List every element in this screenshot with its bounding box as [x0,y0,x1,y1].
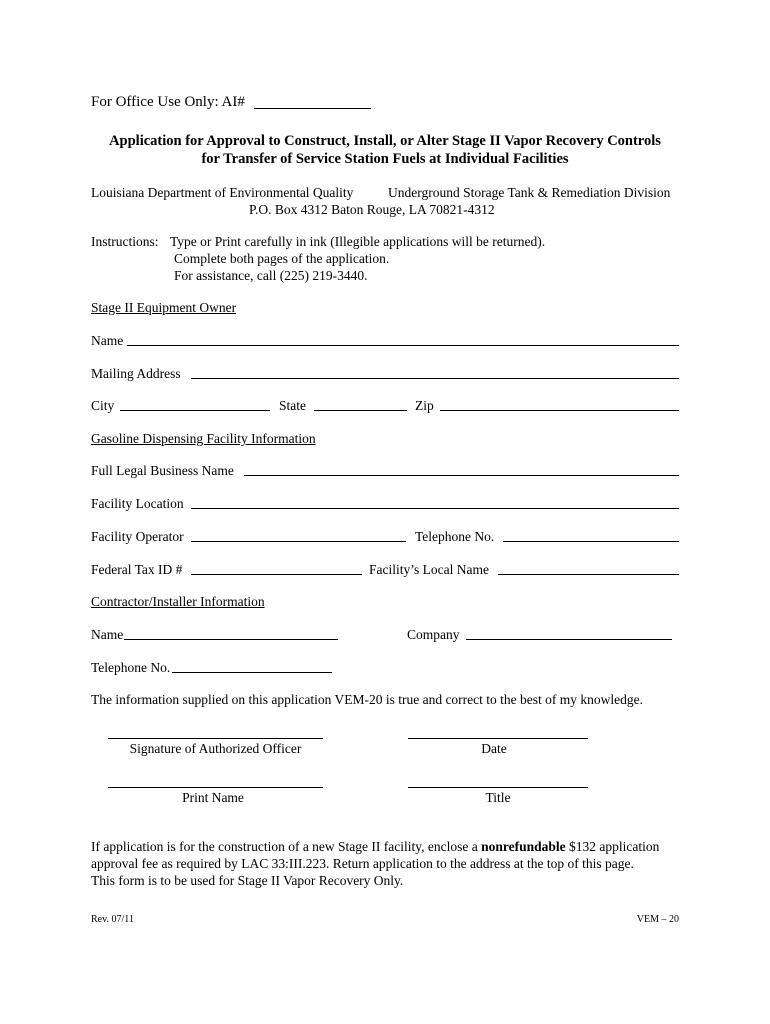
mailing-address-label: Mailing Address [91,366,181,381]
title-field[interactable] [408,787,588,788]
legal-business-name-field[interactable] [244,475,679,476]
company-label: Company [407,627,460,642]
contractor-section-heading: Contractor/Installer Information [91,594,265,609]
zip-field[interactable] [440,410,679,411]
nonrefundable-emphasis: nonrefundable [481,839,566,854]
division-name: Underground Storage Tank & Remediation Division [388,185,671,200]
fee-notice-line-3: This form is to be used for Stage II Vapor Recovery Only. [91,873,404,888]
print-name-field[interactable] [108,787,323,788]
instructions-line-3: For assistance, call (225) 219-3440. [174,268,368,283]
owner-section-heading: Stage II Equipment Owner [91,300,237,315]
date-field[interactable] [408,738,588,739]
date-label: Date [481,741,507,756]
contractor-telephone-field[interactable] [172,672,332,673]
title-label: Title [485,790,511,805]
print-name-label: Print Name [182,790,244,805]
contractor-telephone-label: Telephone No. [91,660,171,675]
federal-tax-id-label: Federal Tax ID # [91,562,183,577]
instructions-line-2: Complete both pages of the application. [174,251,390,266]
revision-label: Rev. 07/11 [91,914,134,925]
fee-notice-text-a: If application is for the construction of a new Stage II facility, enclose a [91,839,482,854]
form-title-line-2: for Transfer of Service Station Fuels at Individual Facilities [201,151,569,167]
officer-signature-field[interactable] [108,738,323,739]
state-field[interactable] [314,410,407,411]
facility-telephone-label: Telephone No. [415,529,495,544]
federal-tax-id-field[interactable] [191,574,362,575]
zip-label: Zip [415,398,434,413]
instructions-line-1: Type or Print carefully in ink (Illegible applications will be returned). [170,234,546,249]
company-field[interactable] [466,639,672,640]
fee-notice-text-b: $132 application [565,839,660,854]
mailing-address-field[interactable] [191,378,679,379]
instructions-label: Instructions: [91,234,159,249]
department-name: Louisiana Department of Environmental Quality [91,185,354,200]
facility-telephone-field[interactable] [503,541,679,542]
city-field[interactable] [120,410,270,411]
state-label: State [279,398,306,413]
city-label: City [91,398,115,413]
contractor-name-field[interactable] [124,639,338,640]
facility-operator-field[interactable] [191,541,406,542]
legal-business-name-label: Full Legal Business Name [91,463,234,478]
form-title-line-1: Application for Approval to Construct, Install, or Alter Stage II Vapor Recovery Controls [109,133,661,149]
fee-notice-line-2: approval fee as required by LAC 33:III.223. Return application to the address at the top of this page. [91,856,634,871]
officer-signature-label: Signature of Authorized Officer [129,741,302,756]
contractor-name-label: Name [91,627,124,642]
office-use-label: For Office Use Only: AI# [91,94,245,110]
agency-address: P.O. Box 4312 Baton Rouge, LA 70821-4312 [249,202,495,217]
facility-local-name-field[interactable] [498,574,679,575]
owner-name-field[interactable] [127,345,679,346]
facility-location-field[interactable] [191,508,679,509]
owner-name-label: Name [91,333,124,348]
certification-statement: The information supplied on this application VEM-20 is true and correct to the best of my knowledge. [91,692,644,707]
facility-section-heading: Gasoline Dispensing Facility Information [91,431,316,446]
facility-operator-label: Facility Operator [91,529,184,544]
form-id-label: VEM – 20 [636,914,679,925]
ai-number-field[interactable] [254,108,371,109]
facility-location-label: Facility Location [91,496,184,511]
fee-notice-line-1 [91,839,659,855]
facility-local-name-label: Facility’s Local Name [369,562,489,577]
